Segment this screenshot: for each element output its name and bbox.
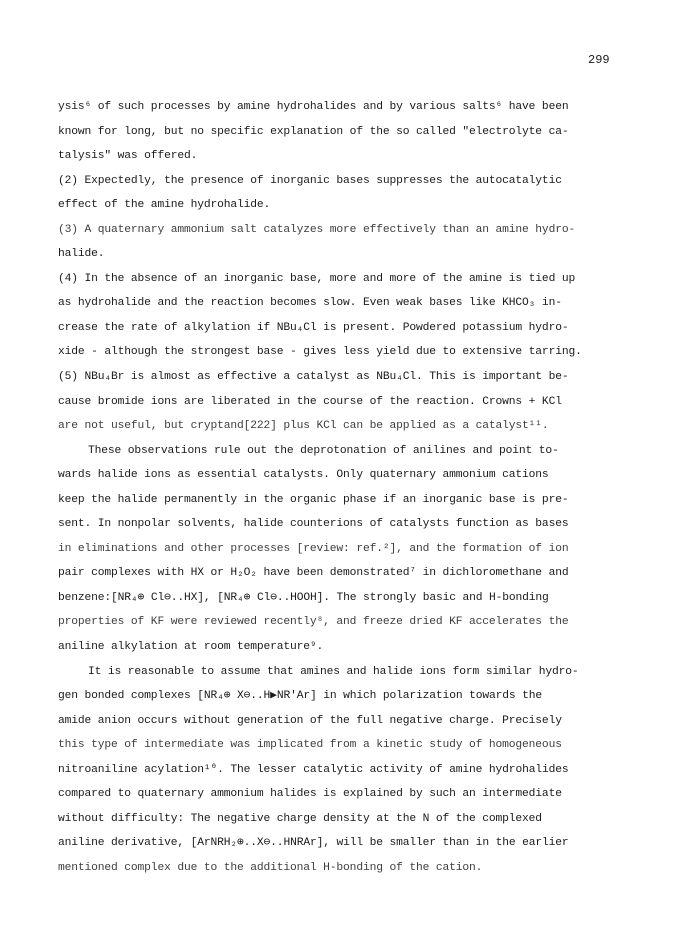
page-number: 299: [588, 53, 610, 67]
text-line: halide.: [58, 248, 105, 261]
text-line: are not useful, but cryptand[222] plus KCl can be applied as a catalyst¹¹.: [58, 420, 549, 433]
text-line: crease the rate of alkylation if NBu₄Cl is present. Powdered potassium hydro-: [58, 321, 569, 334]
text-line: nitroaniline acylation¹⁰. The lesser catalytic activity of amine hydrohalides: [58, 763, 569, 776]
text-line: (5) NBu₄Br is almost as effective a catalyst as NBu₄Cl. This is important be-: [58, 371, 569, 384]
text-line: properties of KF were reviewed recently⁸, and freeze dried KF accelerates the: [58, 616, 569, 629]
text-line: effect of the amine hydrohalide.: [58, 199, 271, 212]
text-line: cause bromide ions are liberated in the course of the reaction. Crowns + KCl: [58, 395, 562, 408]
text-line: benzene:[NR₄⊕ Cl⊖..HX], [NR₄⊕ Cl⊖..HOOH]. The strongly basic and H-bonding: [58, 591, 549, 604]
text-line: sent. In nonpolar solvents, halide counterions of catalysts function as bases: [58, 518, 569, 531]
text-line: These observations rule out the deprotonation of anilines and point to-: [88, 444, 559, 457]
text-line: It is reasonable to assume that amines and halide ions form similar hydro-: [88, 665, 579, 678]
text-line: keep the halide permanently in the organic phase if an inorganic base is pre-: [58, 493, 569, 506]
text-line: (4) In the absence of an inorganic base, more and more of the amine is tied up: [58, 272, 576, 285]
text-line: talysis" was offered.: [58, 150, 198, 163]
text-line: wards halide ions as essential catalysts. Only quaternary ammonium cations: [58, 469, 549, 482]
text-line: as hydrohalide and the reaction becomes slow. Even weak bases like KHCO₃ in-: [58, 297, 562, 310]
text-line: without difficulty: The negative charge density at the N of the complexed: [58, 812, 542, 825]
text-line: aniline alkylation at room temperature⁹.: [58, 641, 324, 654]
text-line: ysis⁶ of such processes by amine hydrohalides and by various salts⁶ have been: [58, 101, 569, 113]
text-line: xide - although the strongest base - gives less yield due to extensive tarring.: [58, 346, 582, 359]
text-line: mentioned complex due to the additional H-bonding of the cation.: [58, 861, 483, 874]
text-line: this type of intermediate was implicated from a kinetic study of homogeneous: [58, 739, 562, 752]
text-line: (2) Expectedly, the presence of inorganic bases suppresses the autocatalytic: [58, 174, 562, 187]
text-line: known for long, but no specific explanation of the so called "electrolyte ca-: [58, 125, 569, 138]
body-text: [58, 95, 628, 881]
text-line: compared to quaternary ammonium halides is explained by such an intermediate: [58, 788, 562, 801]
text-line: (3) A quaternary ammonium salt catalyzes more effectively than an amine hydro-: [58, 223, 576, 236]
text-line: in eliminations and other processes [review: ref.²], and the formation of ion: [58, 542, 569, 555]
text-line: amide anion occurs without generation of the full negative charge. Precisely: [58, 714, 562, 727]
text-line: aniline derivative, [ArNRH₂⊕..X⊖..HNRAr], will be smaller than in the earlier: [58, 837, 569, 850]
text-line: pair complexes with HX or H₂O₂ have been demonstrated⁷ in dichloromethane and: [58, 567, 569, 580]
text-line: gen bonded complexes [NR₄⊕ X⊖..H▶NR'Ar] in which polarization towards the: [58, 690, 543, 703]
